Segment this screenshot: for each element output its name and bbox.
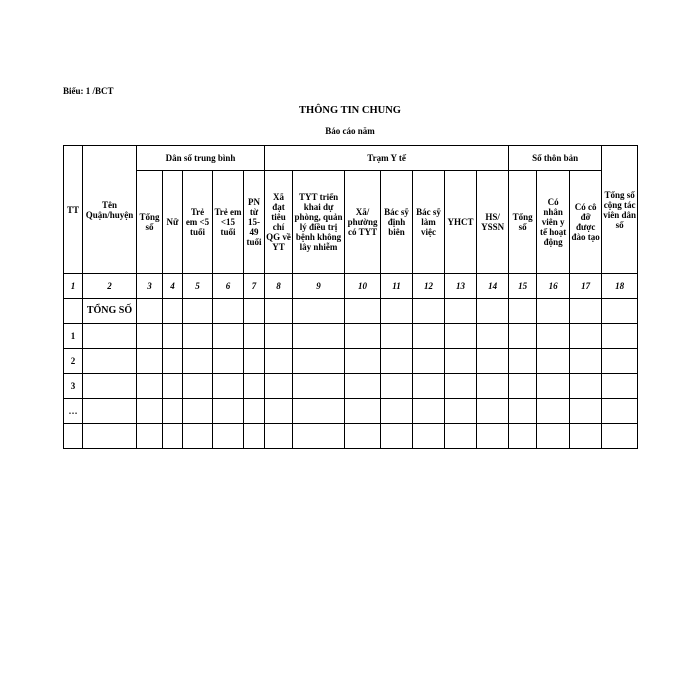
data-cell[interactable] <box>445 424 477 449</box>
data-cell[interactable] <box>381 299 413 324</box>
data-cell[interactable] <box>345 324 381 349</box>
data-cell[interactable] <box>244 424 265 449</box>
data-cell[interactable] <box>381 349 413 374</box>
data-cell[interactable] <box>244 299 265 324</box>
data-cell[interactable] <box>137 374 163 399</box>
data-cell[interactable] <box>163 399 183 424</box>
report-table <box>63 145 638 449</box>
data-cell[interactable] <box>345 424 381 449</box>
data-cell[interactable] <box>137 349 163 374</box>
data-cell[interactable] <box>183 374 213 399</box>
data-cell[interactable] <box>445 299 477 324</box>
header-hs-ncd: TYT triển khai dự phòng, quản lý điều trị bệnh không lây nhiễm <box>293 171 345 274</box>
district-name-cell[interactable] <box>83 399 137 424</box>
data-cell[interactable] <box>213 299 244 324</box>
data-cell[interactable] <box>477 324 509 349</box>
data-cell[interactable] <box>265 324 293 349</box>
data-cell[interactable] <box>570 424 602 449</box>
data-cell[interactable] <box>293 374 345 399</box>
column-number: 6 <box>213 274 244 299</box>
column-number: 14 <box>477 274 509 299</box>
data-cell[interactable] <box>244 399 265 424</box>
data-cell[interactable] <box>213 374 244 399</box>
data-cell[interactable] <box>244 374 265 399</box>
data-cell[interactable] <box>445 399 477 424</box>
column-number: 15 <box>509 274 537 299</box>
data-cell[interactable] <box>137 299 163 324</box>
header-villages: Số thôn bản <box>509 146 602 171</box>
data-cell[interactable] <box>213 399 244 424</box>
data-cell[interactable] <box>213 349 244 374</box>
data-cell[interactable] <box>413 399 445 424</box>
data-cell[interactable] <box>602 349 638 374</box>
column-number: 5 <box>183 274 213 299</box>
header-pop-female: Nữ <box>163 171 183 274</box>
data-cell[interactable] <box>570 399 602 424</box>
column-number: 4 <box>163 274 183 299</box>
header-health-station: Trạm Y tế <box>265 146 509 171</box>
district-name-cell[interactable] <box>83 374 137 399</box>
district-name-cell[interactable] <box>83 424 137 449</box>
row-index-cell: 2 <box>64 349 83 374</box>
data-cell[interactable] <box>413 324 445 349</box>
header-pop-under15: Trẻ em <15 tuổi <box>213 171 244 274</box>
data-cell[interactable] <box>183 324 213 349</box>
data-cell[interactable] <box>244 349 265 374</box>
data-cell[interactable] <box>265 424 293 449</box>
column-number: 12 <box>413 274 445 299</box>
header-hs-working-doctor: Bác sỹ làm việc <box>413 171 445 274</box>
row-index-cell <box>64 299 83 324</box>
report-title: THÔNG TIN CHUNG <box>299 105 401 116</box>
data-cell[interactable] <box>381 424 413 449</box>
data-cell[interactable] <box>183 424 213 449</box>
data-cell[interactable] <box>602 424 638 449</box>
data-cell[interactable] <box>345 349 381 374</box>
header-pop-women-15-49: PN từ 15-49 tuổi <box>244 171 265 274</box>
district-name-cell[interactable] <box>83 349 137 374</box>
column-number: 16 <box>537 274 570 299</box>
table-row <box>64 324 638 349</box>
data-cell[interactable] <box>509 374 537 399</box>
data-cell[interactable] <box>183 349 213 374</box>
data-cell[interactable] <box>537 399 570 424</box>
header-vil-active-health-worker: Có nhân viên y tế hoạt động <box>537 171 570 274</box>
data-cell[interactable] <box>570 324 602 349</box>
column-number-row <box>64 274 638 299</box>
header-district: Tên Quận/huyện <box>83 146 137 274</box>
data-cell[interactable] <box>602 374 638 399</box>
row-index-cell: 1 <box>64 324 83 349</box>
column-number: 3 <box>137 274 163 299</box>
data-cell[interactable] <box>213 324 244 349</box>
data-cell[interactable] <box>509 324 537 349</box>
data-cell[interactable] <box>445 349 477 374</box>
data-cell[interactable] <box>293 399 345 424</box>
table-row <box>64 424 638 449</box>
data-cell[interactable] <box>602 399 638 424</box>
data-cell[interactable] <box>537 299 570 324</box>
header-hs-commune-standard: Xã đạt tiêu chí QG về YT <box>265 171 293 274</box>
report-subtitle: Báo cáo năm <box>325 126 375 136</box>
data-cell[interactable] <box>163 349 183 374</box>
data-cell[interactable] <box>602 299 638 324</box>
data-cell[interactable] <box>381 399 413 424</box>
form-code: Biểu: 1 /BCT <box>63 86 114 96</box>
data-cell[interactable] <box>477 399 509 424</box>
data-cell[interactable] <box>183 399 213 424</box>
column-number: 18 <box>602 274 638 299</box>
header-hs-with-station: Xã/ phường có TYT <box>345 171 381 274</box>
data-cell[interactable] <box>345 399 381 424</box>
row-index-cell: 3 <box>64 374 83 399</box>
table-row <box>64 374 638 399</box>
column-number: 17 <box>570 274 602 299</box>
header-collaborators: Tổng số cộng tác viên dân số <box>602 146 638 274</box>
district-name-cell[interactable] <box>83 324 137 349</box>
data-cell[interactable] <box>537 374 570 399</box>
column-number: 2 <box>83 274 137 299</box>
table-row <box>64 399 638 424</box>
header-pop-total: Tổng số <box>137 171 163 274</box>
data-cell[interactable] <box>477 374 509 399</box>
total-row-label: TỔNG SỐ <box>83 299 137 324</box>
data-cell[interactable] <box>381 324 413 349</box>
data-cell[interactable] <box>293 424 345 449</box>
data-cell[interactable] <box>265 399 293 424</box>
data-cell[interactable] <box>163 424 183 449</box>
data-cell[interactable] <box>509 299 537 324</box>
column-number: 9 <box>293 274 345 299</box>
header-hs-yhct: YHCT <box>445 171 477 274</box>
data-cell[interactable] <box>265 299 293 324</box>
data-cell[interactable] <box>477 349 509 374</box>
data-cell[interactable] <box>537 424 570 449</box>
header-vil-total: Tổng số <box>509 171 537 274</box>
data-cell[interactable] <box>445 324 477 349</box>
header-population: Dân số trung bình <box>137 146 265 171</box>
column-number: 8 <box>265 274 293 299</box>
data-cell[interactable] <box>265 349 293 374</box>
data-cell[interactable] <box>509 399 537 424</box>
data-cell[interactable] <box>509 424 537 449</box>
header-hs-yssn: HS/ YSSN <box>477 171 509 274</box>
data-cell[interactable] <box>293 324 345 349</box>
data-cell[interactable] <box>477 424 509 449</box>
data-cell[interactable] <box>137 424 163 449</box>
data-cell[interactable] <box>570 299 602 324</box>
header-vil-trained-midwife: Có cô đỡ được đào tạo <box>570 171 602 274</box>
column-number: 13 <box>445 274 477 299</box>
data-cell[interactable] <box>413 349 445 374</box>
data-cell[interactable] <box>265 374 293 399</box>
data-cell[interactable] <box>477 299 509 324</box>
data-cell[interactable] <box>293 299 345 324</box>
data-cell[interactable] <box>413 299 445 324</box>
data-cell[interactable] <box>213 424 244 449</box>
data-cell[interactable] <box>537 324 570 349</box>
data-cell[interactable] <box>381 374 413 399</box>
data-cell[interactable] <box>163 299 183 324</box>
header-tt: TT <box>64 146 83 274</box>
row-index-cell: … <box>64 399 83 424</box>
table-row <box>64 349 638 374</box>
data-cell[interactable] <box>244 324 265 349</box>
data-cell[interactable] <box>570 374 602 399</box>
data-cell[interactable] <box>602 324 638 349</box>
header-pop-under5: Trẻ em <5 tuổi <box>183 171 213 274</box>
total-row <box>64 299 638 324</box>
row-index-cell <box>64 424 83 449</box>
data-cell[interactable] <box>445 374 477 399</box>
header-hs-staffed-doctor: Bác sỹ định biên <box>381 171 413 274</box>
column-number: 1 <box>64 274 83 299</box>
column-number: 11 <box>381 274 413 299</box>
data-cell[interactable] <box>163 324 183 349</box>
column-number: 10 <box>345 274 381 299</box>
data-cell[interactable] <box>345 299 381 324</box>
data-cell[interactable] <box>137 399 163 424</box>
data-cell[interactable] <box>183 299 213 324</box>
data-cell[interactable] <box>509 349 537 374</box>
column-number: 7 <box>244 274 265 299</box>
data-cell[interactable] <box>413 424 445 449</box>
data-cell[interactable] <box>345 374 381 399</box>
data-cell[interactable] <box>413 374 445 399</box>
data-cell[interactable] <box>537 349 570 374</box>
data-cell[interactable] <box>293 349 345 374</box>
data-cell[interactable] <box>137 324 163 349</box>
data-cell[interactable] <box>163 374 183 399</box>
data-cell[interactable] <box>570 349 602 374</box>
